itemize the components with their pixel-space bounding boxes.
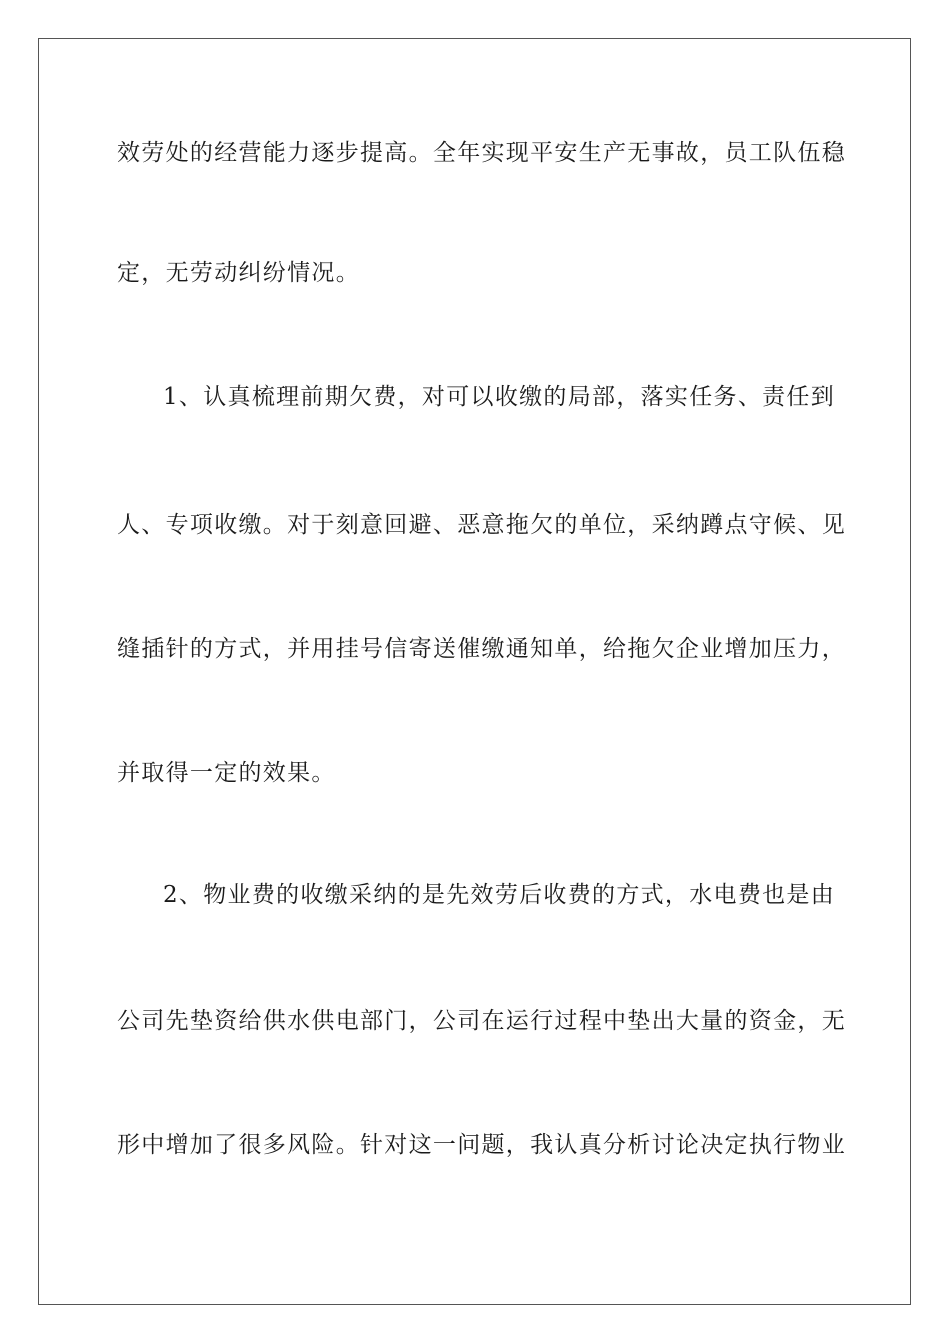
paragraph-line: 形中增加了很多风险。针对这一问题，我认真分析讨论决定执行物业 (117, 1132, 846, 1158)
paragraph-line: 定，无劳动纠纷情况。 (117, 260, 360, 286)
paragraph-line: 人、专项收缴。对于刻意回避、恶意拖欠的单位，采纳蹲点守候、见 (117, 512, 846, 538)
paragraph-line: 效劳处的经营能力逐步提高。全年实现平安生产无事故，员工队伍稳 (117, 140, 846, 166)
paragraph-line: 公司先垫资给供水供电部门，公司在运行过程中垫出大量的资金，无 (117, 1008, 846, 1034)
paragraph-line: 并取得一定的效果。 (117, 760, 336, 786)
page-frame (38, 38, 911, 1305)
paragraph-line: 缝插针的方式，并用挂号信寄送催缴通知单，给拖欠企业增加压力， (117, 636, 846, 662)
paragraph-line: 1、认真梳理前期欠费，对可以收缴的局部，落实任务、责任到 (163, 384, 836, 410)
paragraph-line: 2、物业费的收缴采纳的是先效劳后收费的方式，水电费也是由 (163, 882, 836, 908)
